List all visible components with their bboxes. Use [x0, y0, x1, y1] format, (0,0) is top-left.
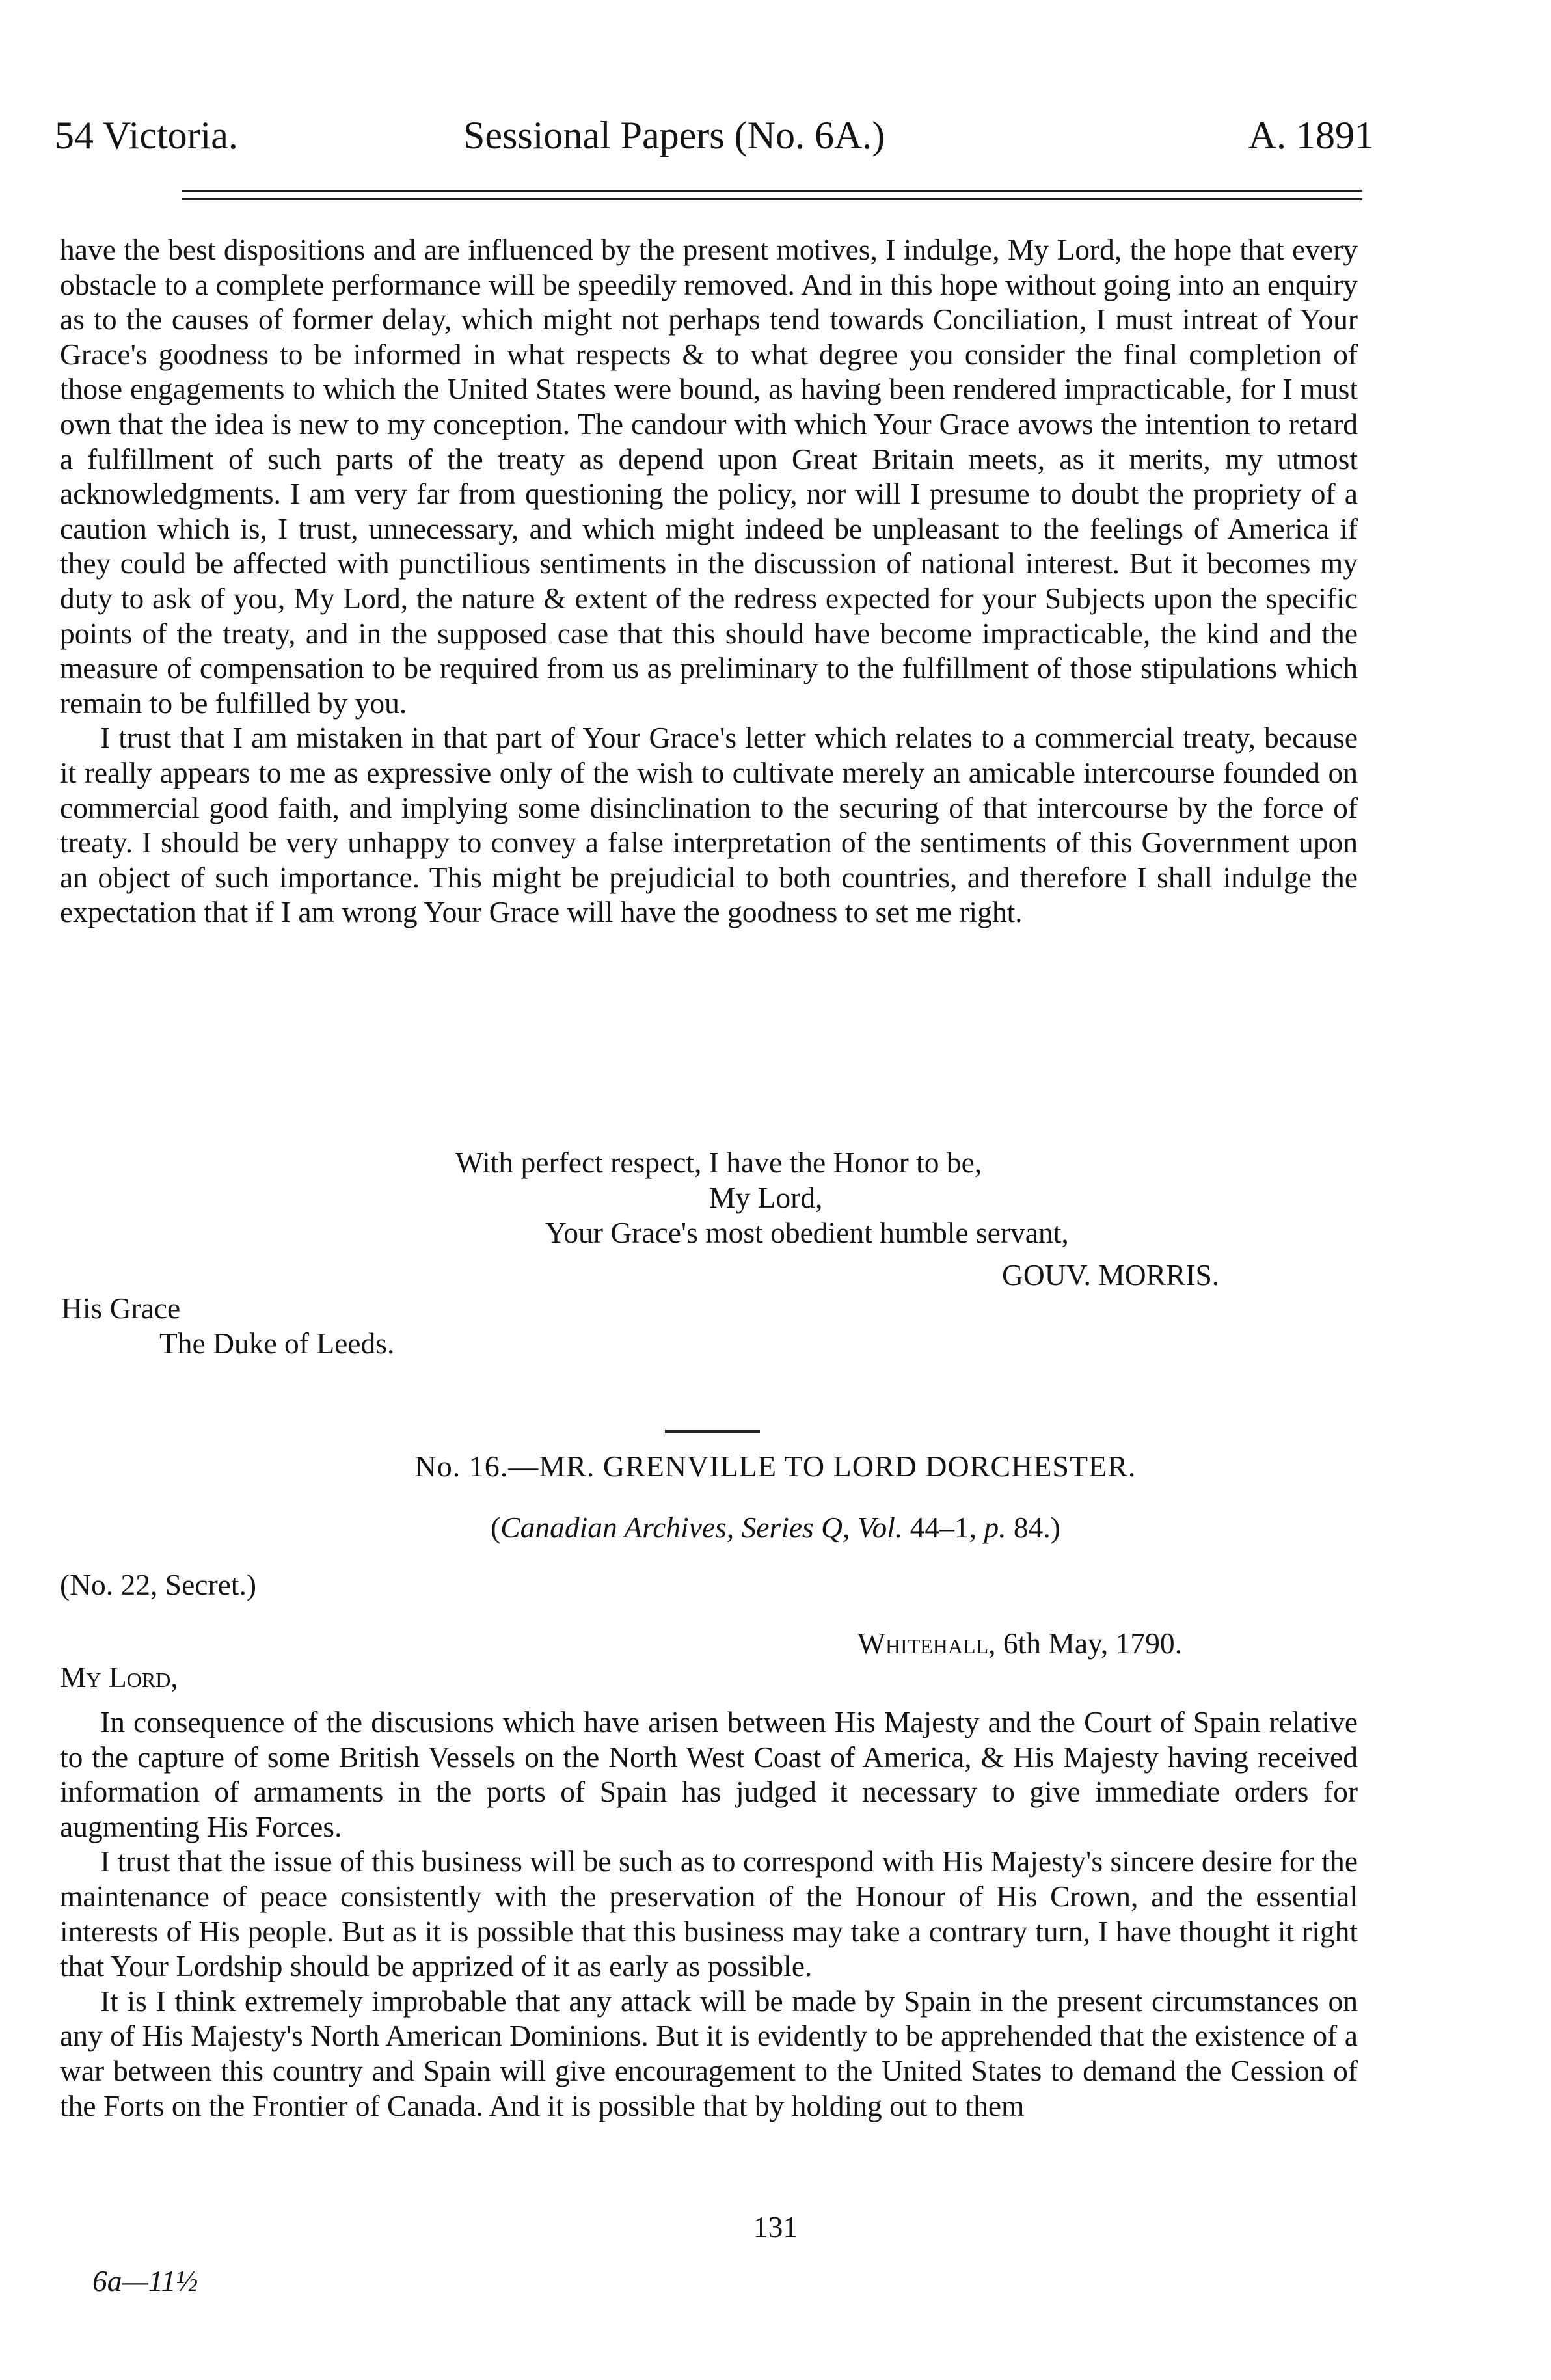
- source-page: 84.): [1006, 1511, 1060, 1544]
- source-series: Canadian Archives, Series Q, Vol.: [500, 1511, 903, 1544]
- paragraph: I trust that I am mistaken in that part of Your Grace's letter which relates to a commercial treaty, because it really appears to me as expressive only of the wish to cultivate merely an amicable intercourse founded on commercial good faith, and implying some disinclination to the securing of that intercourse by the force of treaty. I should be very unhappy to convey a false interpretation of the sentiments of this Government upon an object of such importance. This might be prejudicial to both countries, and therefore I shall indulge the expectation that if I am wrong Your Grace will have the goodness to set me right.: [60, 721, 1358, 929]
- section-divider: [665, 1430, 760, 1433]
- letter-body: [60, 1705, 1358, 2123]
- closing-line: With perfect respect, I have the Honor to be,: [455, 1146, 982, 1179]
- paragraph: In consequence of the discusions which have arisen between His Majesty and the Court of Spain relative to the capture of some British Vessels on the North West Coast of America, & His Majesty having received information of armaments in the ports of Spain has judged it necessary to give immediate orders for augmenting His Forces.: [60, 1705, 1358, 1843]
- paragraph: I trust that the issue of this business will be such as to correspond with His Majesty's sincere desire for the maintenance of peace consistently with the preservation of the Honour of His Crown, and the essential interests of His people. But as it is possible that this business may take a contrary turn, I have thought it right that Your Lordship should be apprized of it as early as possible.: [60, 1845, 1358, 1983]
- running-head-year: A. 1891: [1248, 114, 1374, 157]
- closing-line: Your Grace's most obedient humble servant,: [545, 1216, 1069, 1249]
- running-head: [55, 111, 1374, 160]
- addressee-line: The Duke of Leeds.: [159, 1327, 395, 1360]
- header-double-rule: [182, 190, 1362, 200]
- paragraph: It is I think extremely improbable that any attack will be made by Spain in the present circumstances on any of His Majesty's North American Dominions. But it is evidently to be apprehended that the existence of a war between this country and Spain will give encouragement to the United States to demand the Cession of the Forts on the Frontier of Canada. And it is possible that by holding out to them: [60, 1984, 1358, 2122]
- printer-signature-mark: 6a—11½: [92, 2264, 198, 2297]
- signature: GOUV. MORRIS.: [1002, 1258, 1220, 1291]
- source-paren: (: [491, 1511, 501, 1544]
- running-head-title: Sessional Papers (No. 6A.): [463, 114, 885, 157]
- date-place: Whitehall,: [857, 1627, 996, 1660]
- date: 6th May, 1790.: [995, 1627, 1182, 1660]
- addressee-line: His Grace: [61, 1291, 181, 1325]
- archive-source: [0, 1509, 1551, 1546]
- salutation: My Lord,: [60, 1660, 178, 1694]
- source-page-label: p.: [984, 1511, 1006, 1544]
- source-volume: 44–1,: [902, 1511, 984, 1544]
- dateline: [857, 1625, 1182, 1662]
- section-title: No. 16.—MR. GRENVILLE TO LORD DORCHESTER.: [414, 1450, 1137, 1483]
- letter-body-continued: [60, 232, 1358, 930]
- paragraph: have the best dispositions and are influenced by the present motives, I indulge, My Lord, the hope that every obstacle to a complete performance will be speedily removed. And in this hope without going into an enquiry as to the causes of former delay, which might not perhaps tend towards Conciliation, I must intreat of Your Grace's goodness to be informed in what respects & to what degree you consider the final completion of those engagements to which the United States were bound, as having been rendered impracticable, for I must own that the idea is new to my conception. The candour with which Your Grace avows the intention to retard a fulfillment of such parts of the treaty as depend upon Great Britain meets, as it merits, my utmost acknowledgments. I am very far from questioning the policy, nor will I presume to doubt the propriety of a caution which is, I trust, unnecessary, and which might indeed be unpleasant to the feelings of America if they could be affected with punctilious sentiments in the discussion of national interest. But it becomes my duty to ask of you, My Lord, the nature & extent of the redress expected for your Subjects upon the specific points of the treaty, and in the supposed case that this should have become impracticable, the kind and the measure of compensation to be required from us as preliminary to the fulfillment of those stipulations which remain to be fulfilled by you.: [60, 233, 1358, 720]
- page-number: 131: [753, 2210, 798, 2243]
- letter-reference: (No. 22, Secret.): [60, 1568, 256, 1601]
- closing-line: My Lord,: [709, 1181, 823, 1214]
- running-head-volume: 54 Victoria.: [55, 114, 238, 157]
